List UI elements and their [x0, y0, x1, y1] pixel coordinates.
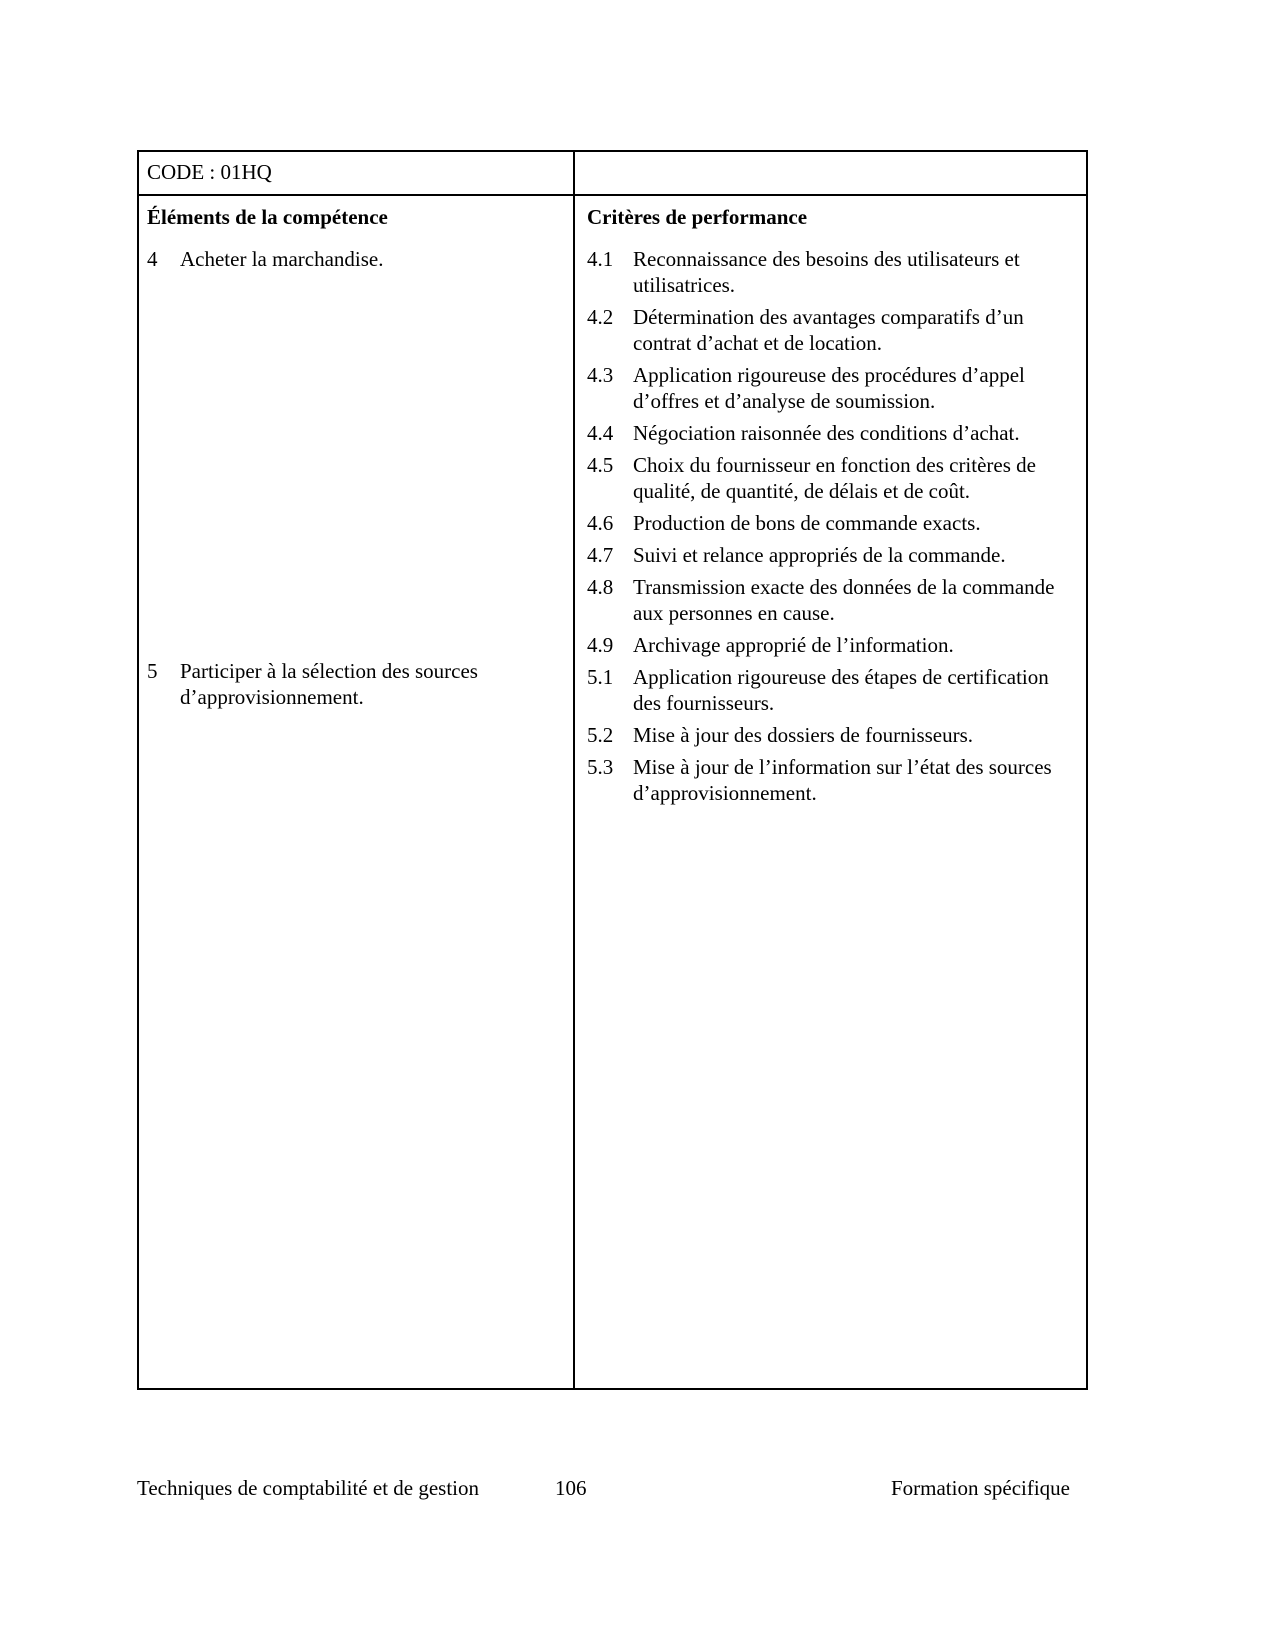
criterion-item — [587, 510, 1080, 536]
criterion-number: 4.8 — [587, 575, 614, 599]
criterion-item — [587, 452, 1080, 504]
element-item — [147, 246, 567, 272]
criteria-column — [575, 196, 1086, 1388]
criterion-number: 4.1 — [587, 247, 614, 271]
criterion-item — [587, 574, 1080, 626]
criterion-number: 5.1 — [587, 665, 614, 689]
criterion-text: Mise à jour de l’information sur l’état des sources d’approvisionnement. — [633, 755, 1052, 805]
criteria-header: Critères de performance — [587, 205, 808, 229]
criterion-number: 4.4 — [587, 421, 614, 445]
code-cell — [139, 152, 575, 194]
criterion-text: Application rigoureuse des procédures d’appel d’offres et d’analyse de soumission. — [633, 363, 1025, 413]
competency-table — [137, 150, 1088, 1390]
criterion-number: 4.9 — [587, 633, 614, 657]
criterion-number: 5.3 — [587, 755, 614, 779]
footer-section-label: Formation spécifique — [890, 1476, 1070, 1500]
criterion-number: 4.3 — [587, 363, 614, 387]
criterion-number: 4.6 — [587, 511, 614, 535]
criterion-text: Détermination des avantages comparatifs d’un contrat d’achat et de location. — [633, 305, 1024, 355]
criterion-item — [587, 304, 1080, 356]
criterion-number: 4.2 — [587, 305, 614, 329]
criterion-item — [587, 664, 1080, 716]
criterion-text: Application rigoureuse des étapes de certification des fournisseurs. — [633, 665, 1049, 715]
criterion-item — [587, 754, 1080, 806]
criterion-item — [587, 362, 1080, 414]
criterion-number: 4.7 — [587, 543, 614, 567]
criterion-item — [587, 420, 1080, 446]
page-footer — [137, 1475, 1088, 1505]
criterion-text: Archivage approprié de l’information. — [633, 633, 954, 657]
elements-column — [139, 196, 575, 1388]
element-number: 5 — [147, 659, 158, 683]
elements-header: Éléments de la compétence — [147, 205, 388, 229]
element-number: 4 — [147, 247, 158, 271]
criterion-text: Reconnaissance des besoins des utilisateurs et utilisatrices. — [633, 247, 1020, 297]
footer-page-number: 106 — [555, 1476, 587, 1500]
code-row — [139, 152, 1086, 196]
element-text: Participer à la sélection des sources d’approvisionnement. — [180, 659, 478, 709]
criterion-text: Production de bons de commande exacts. — [633, 511, 981, 535]
criterion-item — [587, 722, 1080, 748]
criterion-item — [587, 246, 1080, 298]
criterion-number: 4.5 — [587, 453, 614, 477]
criterion-text: Suivi et relance appropriés de la commande. — [633, 543, 1006, 567]
code-cell-empty — [575, 152, 1086, 194]
code-label: CODE : 01HQ — [147, 160, 272, 184]
criterion-number: 5.2 — [587, 723, 614, 747]
criterion-text: Transmission exacte des données de la commande aux personnes en cause. — [633, 575, 1055, 625]
criterion-text: Mise à jour des dossiers de fournisseurs. — [633, 723, 974, 747]
criterion-item — [587, 542, 1080, 568]
criterion-text: Négociation raisonnée des conditions d’achat. — [633, 421, 1020, 445]
element-item — [147, 658, 567, 710]
criterion-text: Choix du fournisseur en fonction des critères de qualité, de quantité, de délais et de coût. — [633, 453, 1036, 503]
element-text: Acheter la marchandise. — [180, 247, 384, 271]
table-body-row — [139, 196, 1086, 1388]
footer-program-title: Techniques de comptabilité et de gestion — [137, 1476, 480, 1500]
criterion-item — [587, 632, 1080, 658]
